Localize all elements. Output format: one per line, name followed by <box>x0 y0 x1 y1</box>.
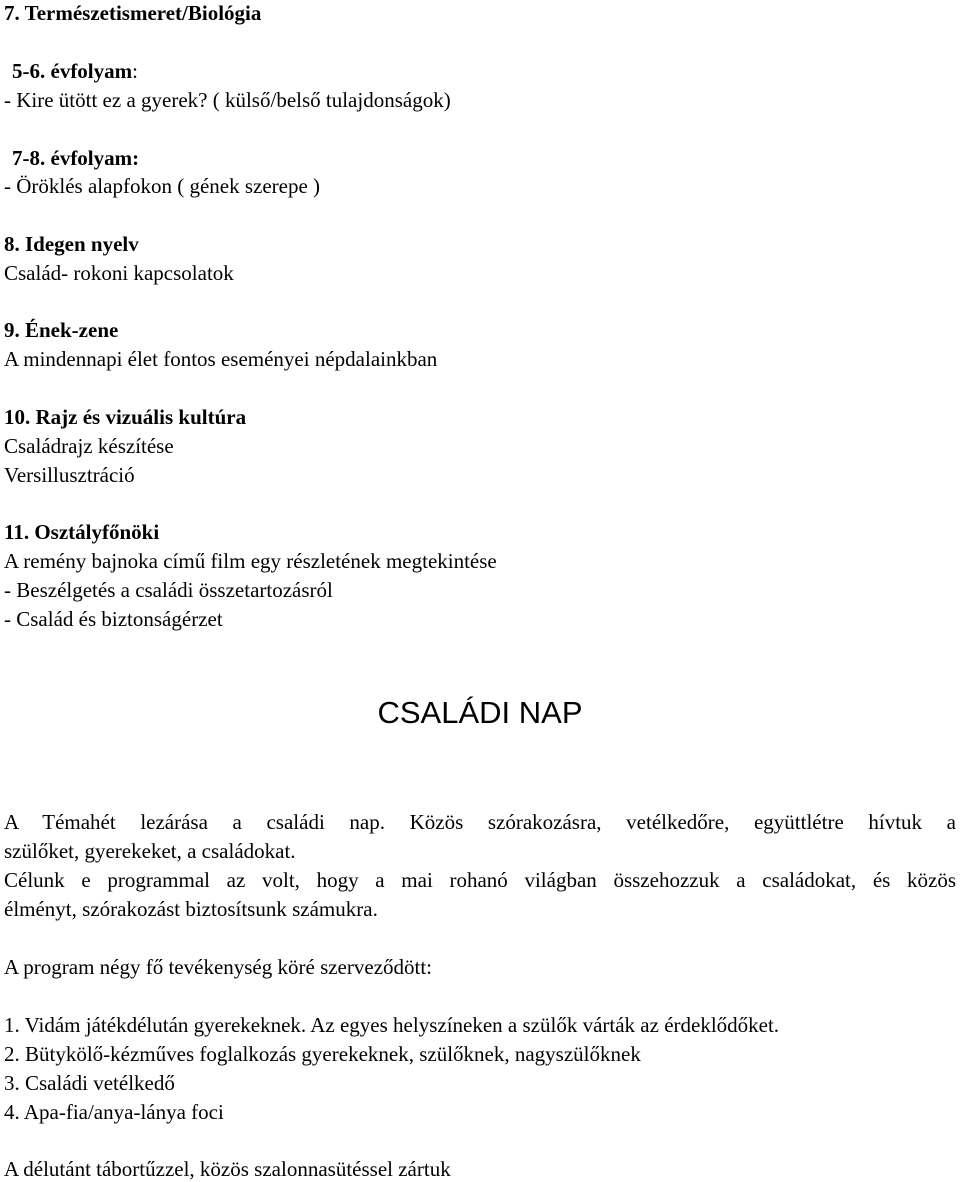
closing-sentence: A délutánt tábortűzzel, közös szalonnasütéssel zártuk <box>4 1157 451 1181</box>
homeroom-item-1: A remény bajnoka című film egy részletének megtekintése <box>4 549 497 573</box>
section-heading-homeroom: 11. Osztályfőnöki <box>4 520 160 544</box>
program-intro: A program négy fő tevékenység köré szerveződött: <box>4 955 433 979</box>
homeroom-item-2: - Beszélgetés a családi összetartozásról <box>4 578 333 602</box>
family-day-title: CSALÁDI NAP <box>377 695 583 730</box>
program-item: 4. Apa-fia/anya-lánya foci <box>4 1100 224 1124</box>
grade-label-5-6-text: 5-6. évfolyam <box>12 59 133 83</box>
homeroom-item-3: - Család és biztonságérzet <box>4 607 223 631</box>
family-day-paragraph-2-line-2: élményt, szórakozást biztosítsunk számukra. <box>4 897 378 921</box>
section-heading-biology: 7. Természetismeret/Biológia <box>4 1 262 25</box>
grade-label-7-8: 7-8. évfolyam: <box>12 146 140 170</box>
family-day-paragraph-1-line-1: A Témahét lezárása a családi nap. Közös szórakozásra, vetélkedőre, együttlétre hívtuk a <box>4 810 956 834</box>
grade-label-5-6 <box>12 61 138 82</box>
program-item: 1. Vidám játékdélután gyerekeknek. Az egyes helyszíneken a szülők várták az érdeklődőket. <box>4 1013 780 1037</box>
section-heading-art: 10. Rajz és vizuális kultúra <box>4 405 247 429</box>
family-day-paragraph-1-line-2: szülőket, gyerekeket, a családokat. <box>4 839 296 863</box>
section-heading-language: 8. Idegen nyelv <box>4 232 139 256</box>
biology-item-2: - Öröklés alapfokon ( gének szerepe ) <box>4 174 321 198</box>
program-item: 3. Családi vetélkedő <box>4 1071 175 1095</box>
language-item-1: Család- rokoni kapcsolatok <box>4 261 234 285</box>
art-item-2: Versillusztráció <box>4 463 135 487</box>
grade-label-colon: : <box>132 59 138 83</box>
section-heading-music: 9. Ének-zene <box>4 318 119 342</box>
program-item: 2. Bütykölő-kézműves foglalkozás gyerekeknek, szülőknek, nagyszülőknek <box>4 1042 641 1066</box>
music-item-1: A mindennapi élet fontos eseményei népdalainkban <box>4 347 438 371</box>
biology-item-1: - Kire ütött ez a gyerek? ( külső/belső tulajdonságok) <box>4 88 451 112</box>
family-day-paragraph-2-line-1: Célunk e programmal az volt, hogy a mai rohanó világban összehozzuk a családokat, és közös <box>4 868 956 892</box>
art-item-1: Családrajz készítése <box>4 434 174 458</box>
